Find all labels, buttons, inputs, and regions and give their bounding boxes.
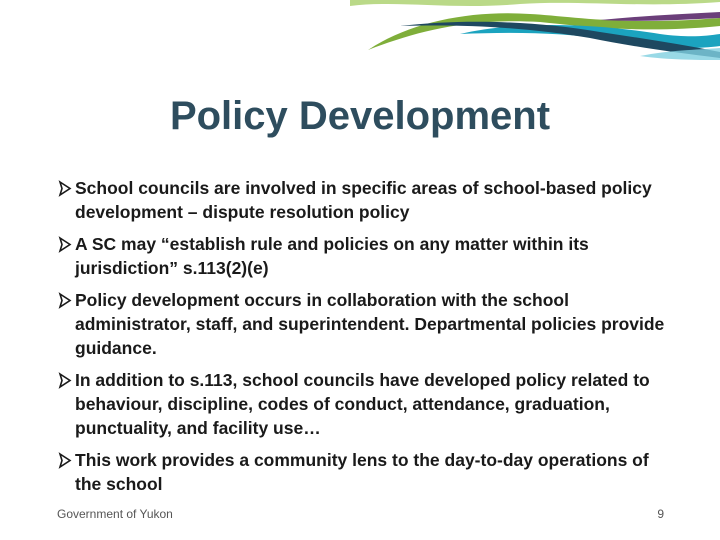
arrowhead-bullet-icon (57, 288, 73, 312)
arrowhead-bullet-icon (57, 232, 73, 256)
bullet-item (57, 288, 677, 360)
bullet-item (57, 232, 677, 280)
bullet-text: School councils are involved in specific areas of school-based policy development – dispute resolution policy (75, 178, 652, 222)
arrowhead-bullet-icon (57, 448, 73, 472)
footer-organization: Government of Yukon (57, 507, 173, 521)
bullet-text: In addition to s.113, school councils have developed policy related to behaviour, discipline, codes of conduct, attendance, graduation, punctuality, and facility use… (75, 370, 650, 438)
banner-wave-lightgreen (350, 0, 720, 6)
arrowhead-bullet-icon (57, 368, 73, 392)
bullet-item (57, 368, 677, 440)
decorative-wave-banner (0, 0, 720, 70)
bullet-text: This work provides a community lens to the day-to-day operations of the school (75, 450, 649, 494)
bullet-item (57, 176, 677, 224)
bullet-text: A SC may “establish rule and policies on any matter within its jurisdiction” s.113(2)(e) (75, 234, 589, 278)
arrowhead-bullet-icon (57, 176, 73, 200)
bullet-item (57, 448, 677, 496)
bullet-text: Policy development occurs in collaboration with the school administrator, staff, and superintendent. Departmental policies provide guidance. (75, 290, 665, 358)
page-number: 9 (657, 507, 664, 521)
bullet-list (57, 176, 677, 496)
slide-title: Policy Development (169, 94, 551, 138)
